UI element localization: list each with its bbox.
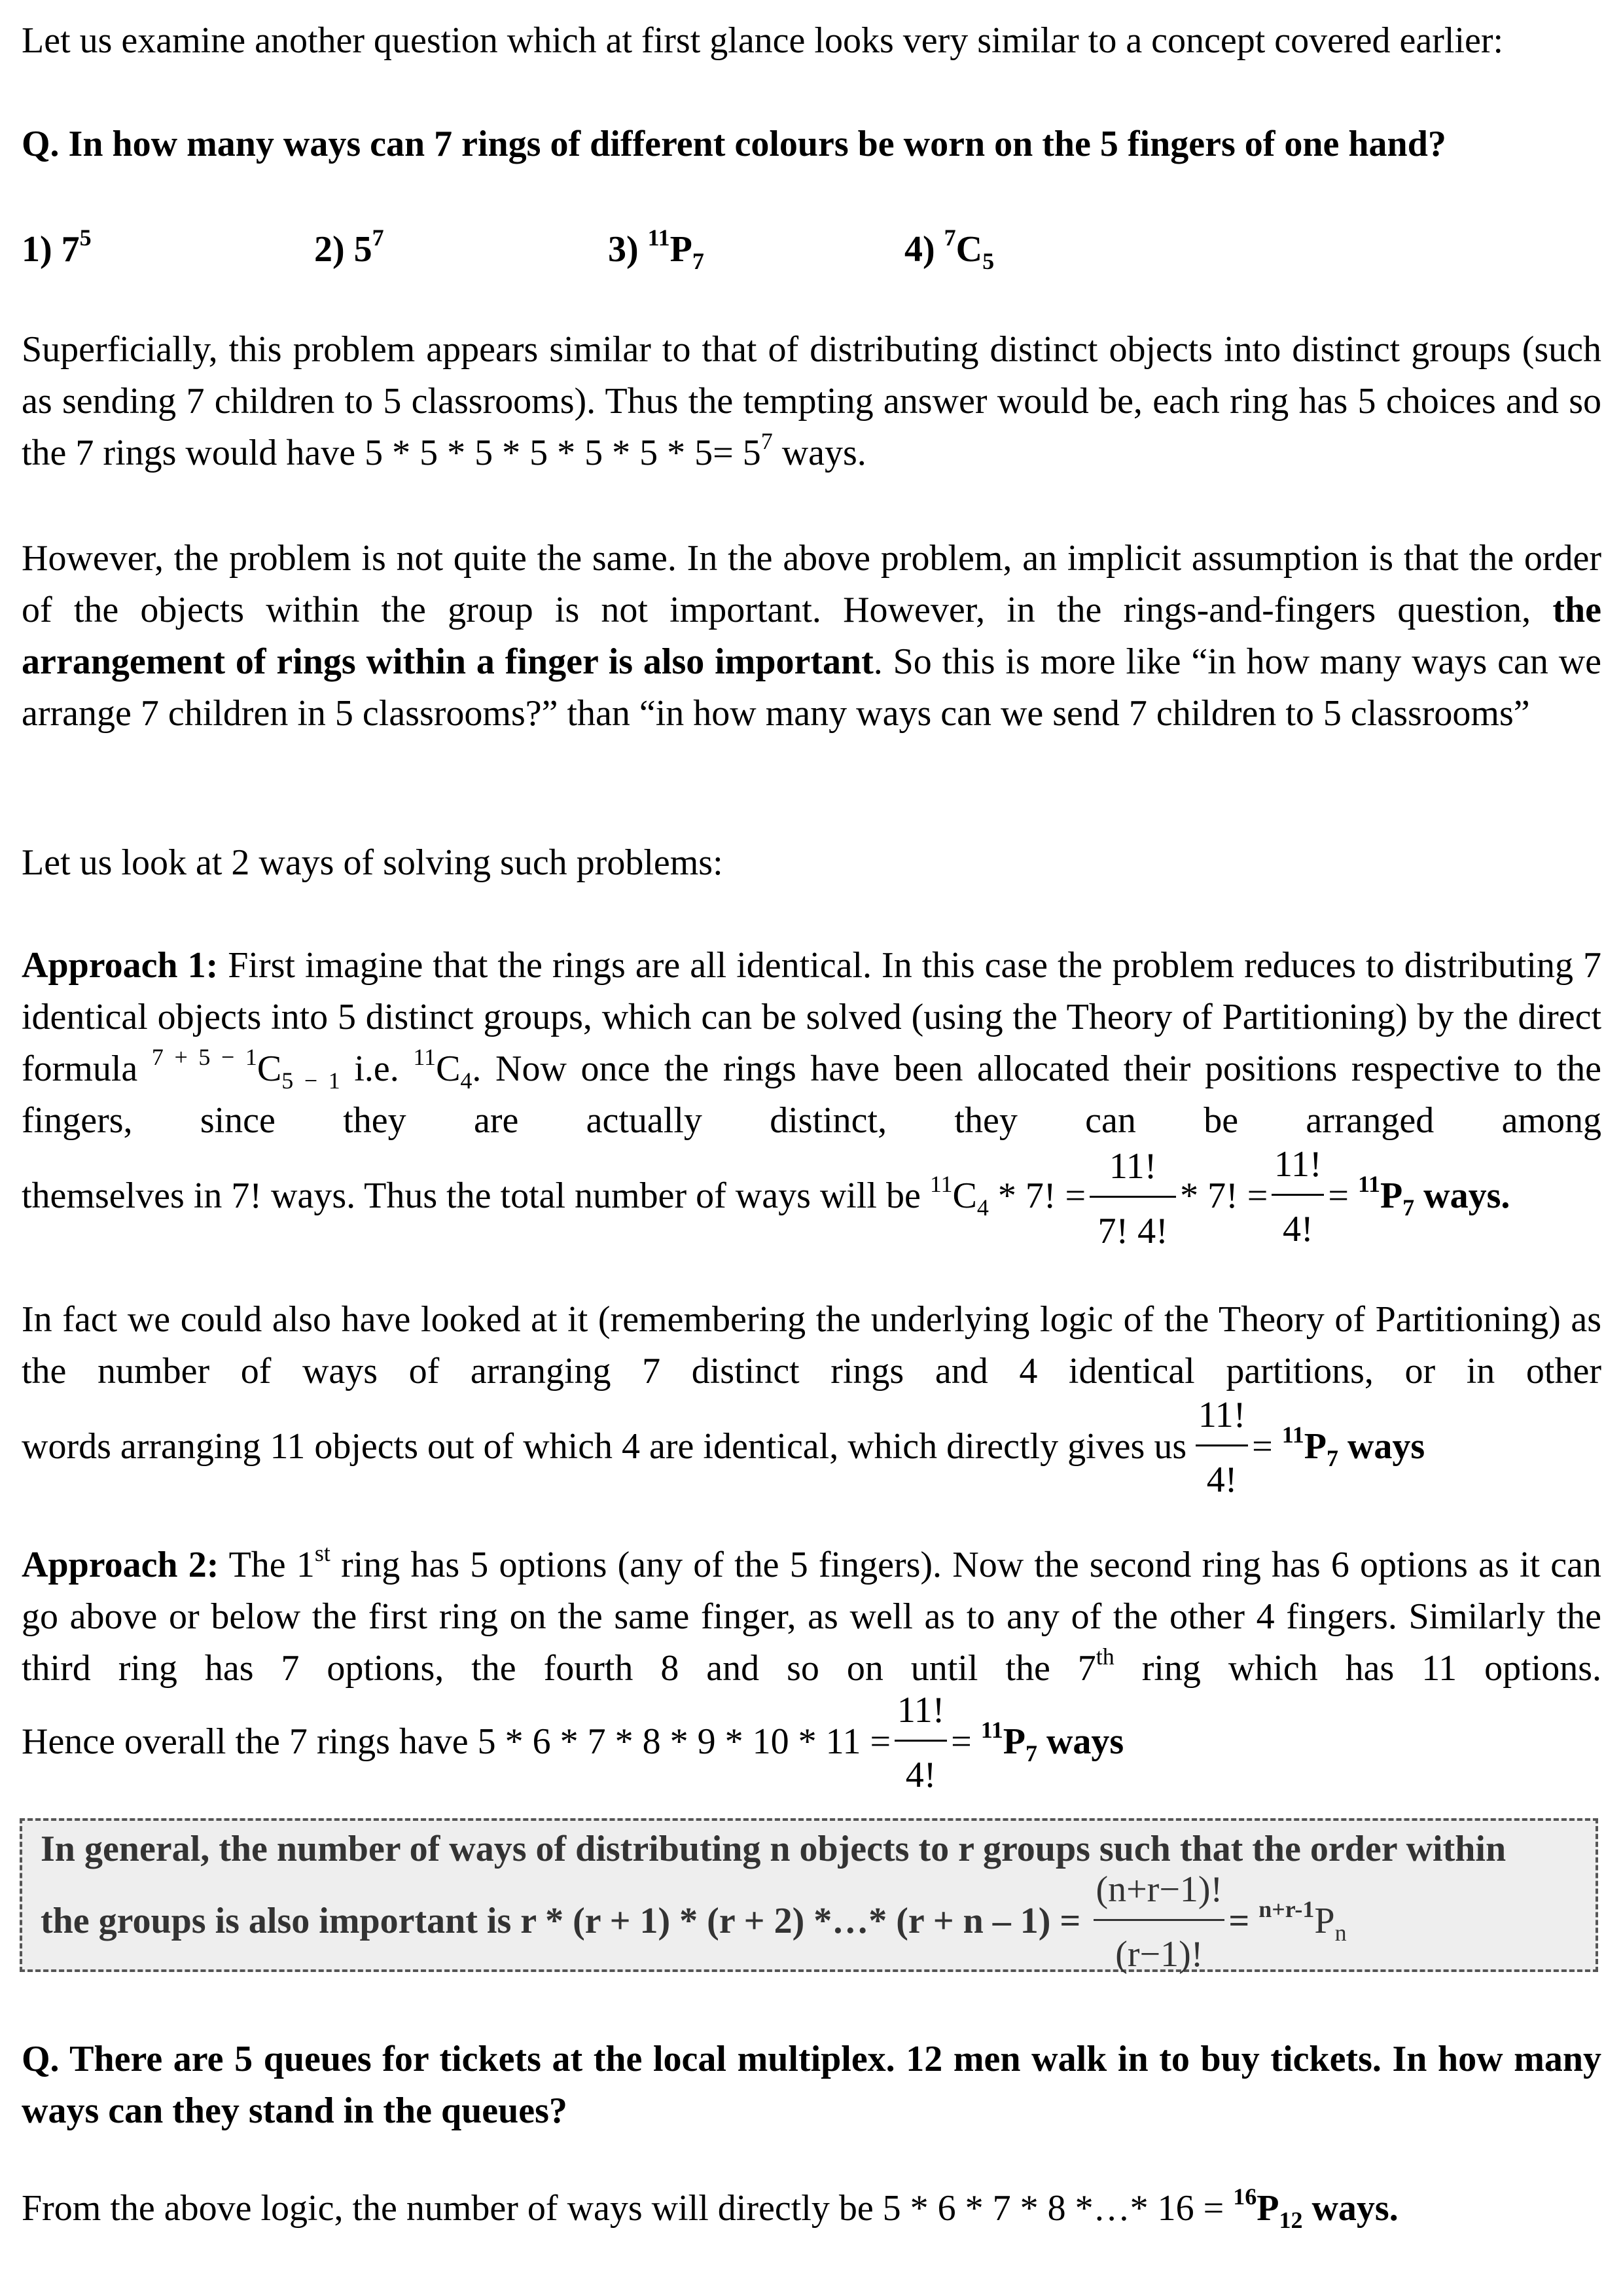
answer-text: From the above logic, the number of ways will directly be 5 * 6 * 7 * 8 *…* 16 = [22,2188,1234,2229]
paragraph-however [22,533,1601,740]
general-fraction [1094,1869,1224,1975]
fraction-bar [895,1740,947,1742]
p-sub: n [1334,1920,1347,1946]
fraction-bar [1094,1919,1224,1921]
fraction-numerator: 11! [897,1690,945,1731]
approach-1-paragraph [22,940,1601,1147]
option-label: 2) [314,229,345,270]
approach-1-equation-line [22,1144,1510,1251]
approach-1-heading: Approach 1: [22,945,219,986]
in-fact-equation-line [22,1395,1425,1500]
paragraph-superficially [22,324,1601,479]
p-sub: 7 [1326,1445,1338,1471]
mult-text-2: * 7! = [1180,1175,1268,1216]
option-pre-sup: 11 [647,224,670,251]
emphasis-text: the arrangement of rings within a finger is also important [22,590,1601,682]
option-label: 4) [904,229,935,270]
result-tail: ways. [1414,1175,1510,1216]
p-sub: 12 [1279,2207,1303,2233]
option-pre-sup: 7 [944,224,956,251]
option-base: 7 [61,229,80,270]
approach-1-text: First imagine that the rings are all identical. In this case the problem reduces to distributing 7 identical objects into 5 distinct groups, which can be solved (using the Theory of Partitioning) by the direct formula [22,945,1601,1089]
general-rule-text: the groups is also important is r * (r + 1) * (r + 2) *…* (r + n – 1) = [41,1901,1081,1941]
equals-sign: = [951,1721,972,1762]
p-pre-sup: n+r-1 [1258,1896,1315,1922]
fraction-11-over-4 [895,1690,947,1795]
c-pre-sup: 11 [929,1171,953,1197]
fraction-11-over-7-4 [1090,1146,1176,1251]
fraction-11-over-4 [1196,1395,1248,1500]
approach-2-text-3: ring which has 11 options. [1114,1648,1602,1689]
p-base: P [1314,1901,1335,1941]
p-base: P [1003,1721,1026,1762]
equals-sign: = [1328,1175,1349,1216]
approach-2-equation-line [22,1690,1124,1795]
fraction-bar [1090,1196,1176,1198]
approach-2-paragraph [22,1539,1601,1695]
ordinal-th: th [1096,1643,1115,1670]
ordinal-st: st [314,1540,330,1566]
result-tail: ways [1037,1721,1124,1762]
general-rule-box [20,1818,1598,1975]
formula-pre-sup: 7 + 5 − 1 [151,1044,257,1070]
general-rule-line-1: In general, the number of ways of distributing n objects to r groups such that the order within [41,1829,1507,1869]
fraction-bar [1196,1444,1248,1446]
fraction-numerator: 11! [1274,1144,1322,1185]
option-1 [22,224,92,276]
option-4 [904,224,994,276]
approach-2-heading: Approach 2: [22,1545,219,1585]
general-rule-line-2 [41,1869,1347,1975]
p-sub: 7 [1025,1740,1037,1767]
p-base: P [1304,1426,1327,1467]
p-pre-sup: 11 [1281,1422,1304,1448]
ie-sub: 4 [460,1067,473,1094]
lead-in-text: Let us look at 2 ways of solving such problems: [22,842,723,883]
mult-text: * 7! = [988,1175,1086,1216]
approach-1-text-3: . Now once the rings have been allocated their positions respective to the fingers, since they are actually distinct, they can be arranged among [22,1049,1601,1141]
p-pre-sup: 11 [980,1717,1003,1743]
option-exponent: 7 [372,224,384,251]
question-2: Q. There are 5 queues for tickets at the local multiplex. 12 men walk in to buy tickets. In how many ways can they stand in the queues? [22,2039,1601,2131]
p-sub: 7 [1402,1194,1415,1221]
p-base: P [1257,2188,1279,2229]
fraction-denominator: 4! [905,1755,936,1795]
paragraph-text: Superficially, this problem appears similar to that of distributing distinct objects into distinct groups (such as sending 7 children to 5 classrooms). Thus the tempting answer would be, each ring has 5 choices and so the 7 rings would have 5 * 5 * 5 * 5 * 5 * 5 * 5= 5 [22,329,1601,473]
fraction-numerator: 11! [1109,1146,1157,1187]
exponent: 7 [760,428,773,454]
p-pre-sup: 16 [1233,2183,1257,2210]
result-tail: ways. [1302,2188,1399,2229]
permutation-result [1357,1171,1510,1221]
fraction-bar [1272,1194,1324,1196]
intro-text: Let us examine another question which at first glance looks very similar to a concept covered earlier: [22,20,1504,61]
approach-2-text: The 1 [219,1545,315,1585]
option-sub: 7 [692,248,704,274]
fraction-denominator: 4! [1206,1460,1238,1500]
equals-sign: = [1252,1426,1273,1467]
option-label: 1) [22,229,52,270]
ie-pre-sup: 11 [413,1044,437,1070]
p-pre-sup: 11 [1357,1171,1380,1197]
option-base: C [955,229,983,270]
fraction-numerator: (n+r−1)! [1096,1869,1223,1910]
answer-2 [22,2183,1399,2234]
equation-lead: words arranging 11 objects out of which 4 are identical, which directly gives us [22,1426,1187,1467]
permutation-result [1281,1422,1425,1471]
fraction-11-over-4 [1272,1144,1324,1249]
approach-2-text-2: ring has 5 options (any of the 5 fingers). Now the second ring has 6 options as it can go above or below the first ring on the same finger, as well as to any of the other 4 fingers. Similarly the third ring has 7 options, the fourth 8 and so on until the 7 [22,1545,1601,1689]
fraction-denominator: 7! 4! [1097,1211,1168,1251]
question-1: Q. In how many ways can 7 rings of different colours be worn on the 5 fingers of one hand? [22,124,1446,164]
option-base: 5 [353,229,372,270]
equals-sign: = [1228,1901,1250,1941]
paragraph-text: However, the problem is not quite the same. In the above problem, an implicit assumption is that the order of the objects within the group is not important. However, in the rings-and-fingers question, [22,538,1601,630]
option-base: P [669,229,692,270]
option-3 [608,224,704,276]
formula-sub: 5 − 1 [281,1067,340,1094]
c-base: C [952,1175,977,1216]
fraction-denominator: (r−1)! [1115,1934,1204,1975]
p-base: P [1380,1175,1403,1216]
c-sub: 4 [976,1194,989,1221]
approach-1-text-2: i.e. [340,1049,414,1089]
ie-base: C [436,1049,461,1089]
permutation-result [980,1717,1124,1767]
equation-lead: Hence overall the 7 rings have 5 * 6 * 7 * 8 * 9 * 10 * 11 = [22,1721,891,1762]
option-sub: 5 [982,248,995,274]
fraction-numerator: 11! [1198,1395,1246,1435]
paragraph-text-2: . So this is more like “in how many ways can we arrange 7 children in 5 classrooms?” than “in how many ways can we send 7 children to 5 classrooms” [22,641,1602,734]
option-label: 3) [608,229,639,270]
equation-lead: themselves in 7! ways. Thus the total number of ways will be [22,1175,930,1216]
permutation-result [1233,2183,1399,2233]
paragraph-tail: ways. [772,433,866,473]
option-exponent: 5 [79,224,92,251]
paragraph-in-fact: In fact we could also have looked at it (remembering the underlying logic of the Theory of Partitioning) as the number of ways of arranging 7 distinct rings and 4 identical partitions, or in other [22,1299,1601,1391]
result-tail: ways [1338,1426,1425,1467]
formula-base: C [257,1049,282,1089]
option-2 [314,224,384,276]
fraction-denominator: 4! [1283,1209,1313,1249]
